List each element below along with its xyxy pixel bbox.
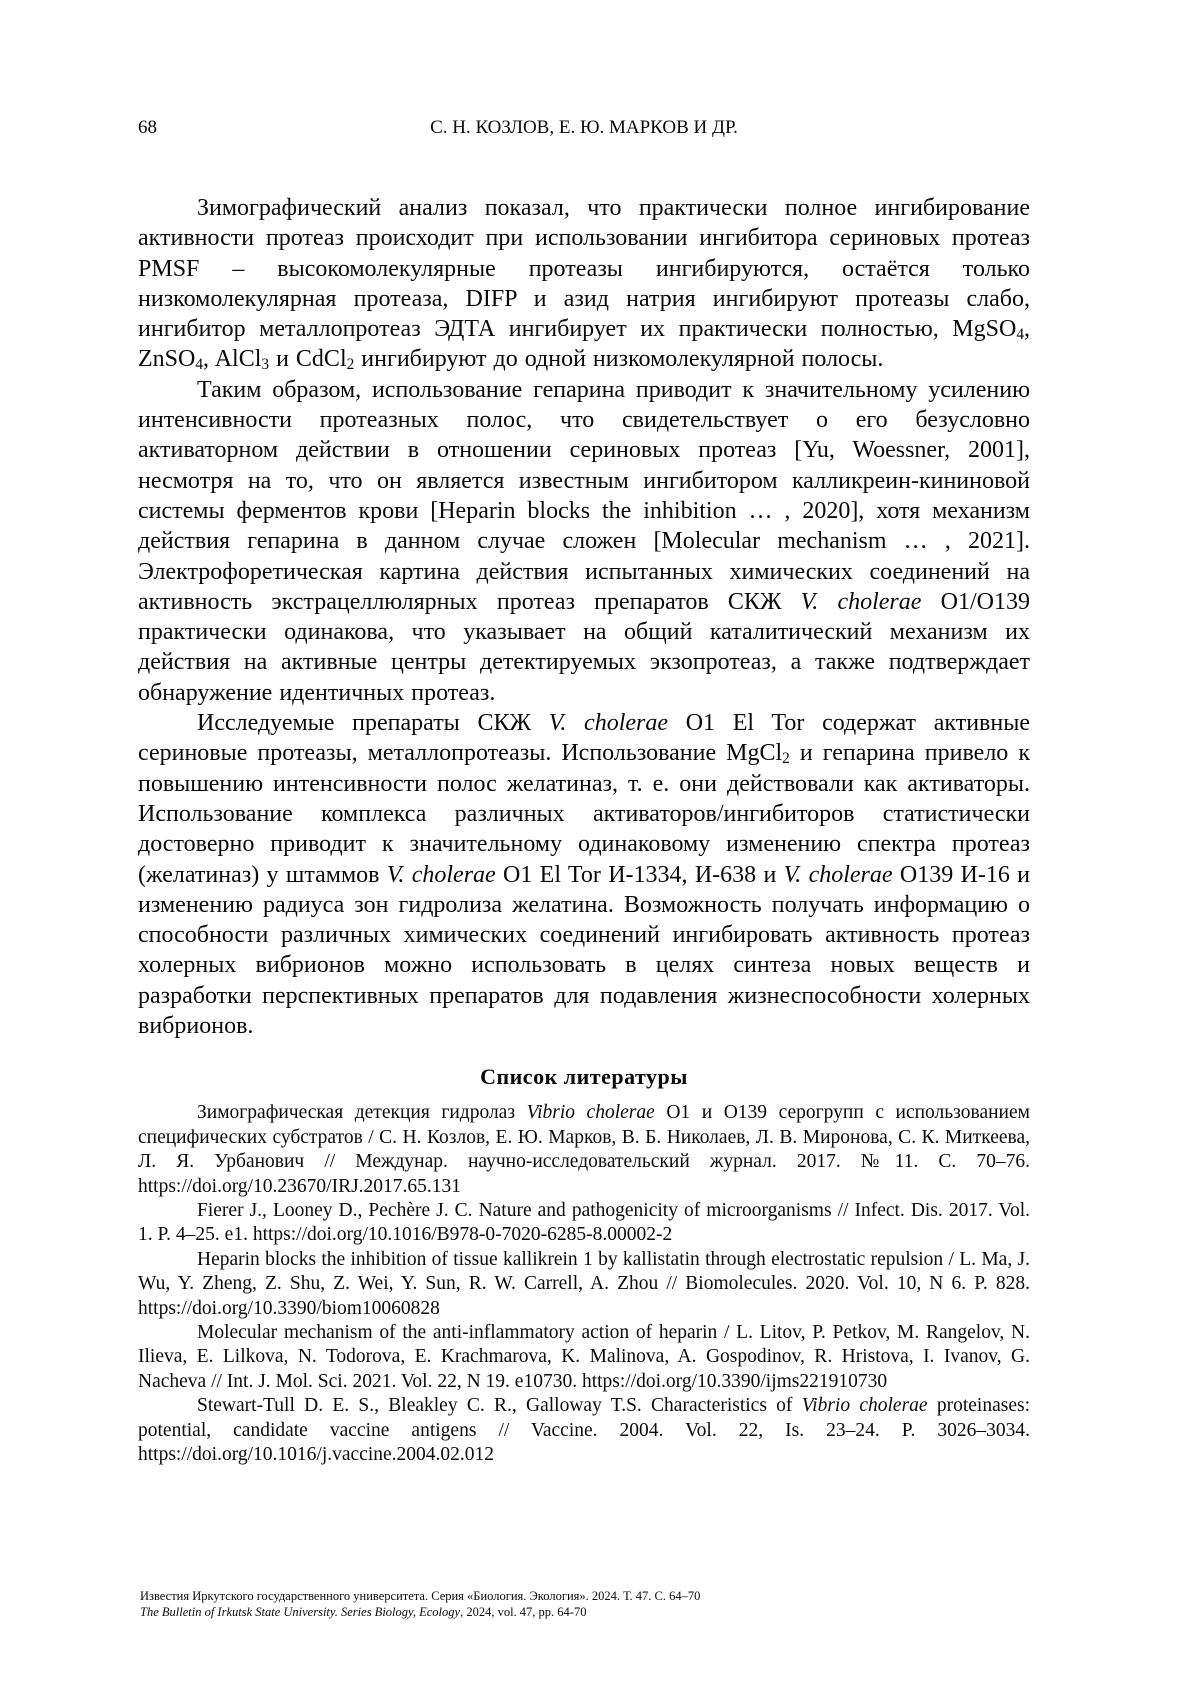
page-header xyxy=(138,116,1030,140)
page-footer xyxy=(140,1588,1030,1620)
journal-citation-ru: Известия Иркутского государственного университета. Серия «Биология. Экология». 2024. Т. 47. С. 64–70 xyxy=(140,1589,701,1603)
journal-citation-en: The Bulletin of Irkutsk State University. Series Biology, Ecology, 2024, vol. 47, pp. 64-70 xyxy=(140,1605,587,1619)
reference-item-4: Molecular mechanism of the anti-inflammatory action of heparin / L. Litov, P. Petkov, M. Rangelov, N. Ilieva, E. Lilkova, N. Todorova, E. Krachmarova, K. Malinova, A. Gospodinov, R. Hristova, I. Ivanov, G. Nacheva // Int. J. Mol. Sci. 2021. Vol. 22, N 19. e10730. https://doi.org/10.3390/ijms221910730 xyxy=(138,1321,1030,1392)
reference-item-5: Stewart-Tull D. E. S., Bleakley C. R., Galloway T.S. Characteristics of Vibrio cholerae proteinases: potential, candidate vaccine antigens // Vaccine. 2004. Vol. 22, Is. 23–24. P. 3026–3034. https://doi.org/10.1016/j.vaccine.2004.02.012 xyxy=(138,1395,1030,1465)
body-paragraph-1: Зимографический анализ показал, что практически полное ингибирование активности протеаз происходит при использовании ингибитора сериновых протеаз PMSF – высокомолекулярные протеазы ингибируются, остаётся только низкомолекулярная протеаза, DIFP и азид натрия ингибируют протеазы слабо, ингибитор металлопротеаз ЭДТА ингибирует их практически полностью, MgSO$_4$, ZnSO$_4$, AlCl$_3$ и CdCl$_2$ ингибируют до одной низкомолекулярной полосы. xyxy=(138,195,1030,374)
reference-item-2: Fierer J., Looney D., Pechère J. C. Nature and pathogenicity of microorganisms // Infect. Dis. 2017. Vol. 1. P. 4–25. e1. https://doi.org/10.1016/B978-0-7020-6285-8.00002-2 xyxy=(138,1199,1030,1246)
reference-item-1: Зимографическая детекция гидролаз Vibrio cholerae О1 и О139 серогрупп с использованием специфических субстратов / С. Н. Козлов, Е. Ю. Марков, В. Б. Николаев, Л. В. Миронова, С. К. Миткеева, Л. Я. Урбанович // Междунар. научно-исследовательский журнал. 2017. №11. С. 70–76. https://doi.org/10.23670/IRJ.2017.65.131 xyxy=(138,1102,1030,1197)
reference-item-3: Heparin blocks the inhibition of tissue kallikrein 1 by kallistatin through electrostatic repulsion / L. Ma, J. Wu, Y. Zheng, Z. Shu, Z. Wei, Y. Sun, R. W. Carrell, A. Zhou // Biomolecules. 2020. Vol. 10, N 6. P. 828. https://doi.org/10.3390/biom10060828 xyxy=(138,1248,1030,1319)
page-number: 68 xyxy=(138,117,157,138)
article-body xyxy=(138,193,1030,1467)
references-heading: Список литературы xyxy=(480,1064,688,1090)
running-head: С. Н. КОЗЛОВ, Е. Ю. МАРКОВ И ДР. xyxy=(430,117,738,138)
body-paragraph-3: Исследуемые препараты СКЖ V. cholerae О1 El Tor содержат активные сериновые протеазы, металлопротеазы. Использование MgCl$_2$ и гепарина привело к повышению интенсивности полос желатиназ, т. е. они действовали как активаторы. Использование комплекса различных активаторов/ингибиторов статистически достоверно приводит к значительному одинаковому изменению спектра протеаз (желатиназ) у штаммов V. cholerae О1 El Tor И-1334, И-638 и V. cholerae О139 И-16 и изменению радиуса зон гидролиза желатина. Возможность получать информацию о способности различных химических соединений ингибировать активность протеаз холерных вибрионов можно использовать в целях синтеза новых веществ и разработки перспективных препаратов для подавления жизнеспособности холерных вибрионов. xyxy=(138,710,1031,1040)
body-paragraph-2: Таким образом, использование гепарина приводит к значительному усилению интенсивности протеазных полос, что свидетельствует о его безусловно активаторном действии в отношении сериновых протеаз [Yu, Woessner, 2001], несмотря на то, что он является известным ингибитором калликреин-кининовой системы ферментов крови [Heparin blocks the inhibition … , 2020], хотя механизм действия гепарина в данном случае сложен [Molecular mechanism … , 2021]. Электрофоретическая картина действия испытанных химических соединений на активность экстрацеллюлярных протеаз препаратов СКЖ V. cholerae О1/О139 практически одинакова, что указывает на общий каталитический механизм их действия на активные центры детектируемых экзопротеаз, а также подтверждает обнаружение идентичных протеаз. xyxy=(138,376,1030,706)
